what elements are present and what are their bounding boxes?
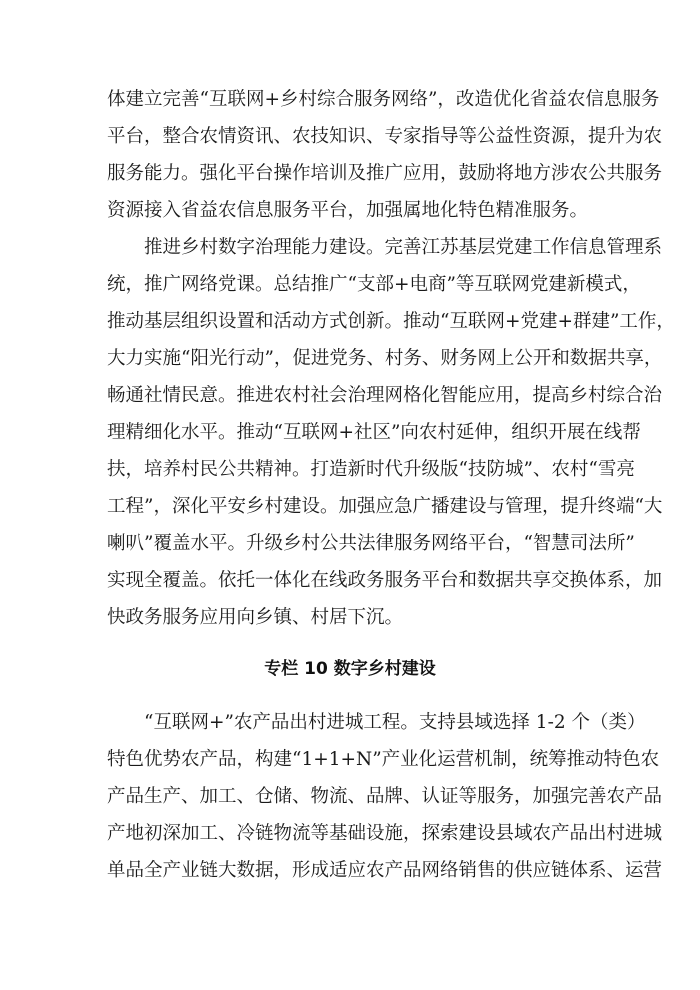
text-line: 实现全覆盖。依托一体化在线政务服务平台和数据共享交换体系，加 xyxy=(107,570,663,591)
text-line: 产地初深加工、冷链物流等基础设施，探索建设县域农产品出村进城 xyxy=(107,823,663,844)
text-line: 大力实施“阳光行动”，促进党务、村务、财务网上公开和数据共享， xyxy=(107,348,663,369)
text-line: 特色优势农产品，构建“1+1+N”产业化运营机制，统筹推动特色农 xyxy=(107,749,660,770)
text-line: 统，推广网络党课。总结推广“支部+电商”等互联网党建新模式， xyxy=(107,274,641,295)
text-line: 产品生产、加工、仓储、物流、品牌、认证等服务，加强完善农产品 xyxy=(107,786,663,807)
text-line: 工程”，深化平安乡村建设。加强应急广播建设与管理，提升终端“大 xyxy=(107,496,663,517)
text-line: 资源接入省益农信息服务平台，加强属地化特色精准服务。 xyxy=(107,200,589,221)
text-line: 推动基层组织设置和活动方式创新。推动“互联网+党建+群建”工作， xyxy=(107,311,675,332)
text-line: 喇叭”覆盖水平。升级乡村公共法律服务网络平台，“智慧司法所” xyxy=(107,533,635,554)
text-line: 体建立完善“互联网+乡村综合服务网络”，改造优化省益农信息服务 xyxy=(107,89,660,110)
text-line: 服务能力。强化平台操作培训及推广应用，鼓励将地方涉农公共服务 xyxy=(107,163,663,184)
text-line: 平台，整合农情资讯、农技知识、专家指导等公益性资源，提升为农 xyxy=(107,126,663,147)
column-heading: 专栏 10 数字乡村建设 xyxy=(264,659,436,679)
text-line: “互联网+”农产品出村进城工程。支持县域选择 1-2 个（类） xyxy=(144,712,646,733)
text-line: 推进乡村数字治理能力建设。完善江苏基层党建工作信息管理系 xyxy=(144,237,663,258)
text-line: 单品全产业链大数据，形成适应农产品网络销售的供应链体系、运营 xyxy=(107,860,663,881)
text-line: 扶，培养村民公共精神。打造新时代升级版“技防城”、农村“雪亮 xyxy=(107,459,635,480)
text-line: 畅通社情民意。推进农村社会治理网格化智能应用，提高乡村综合治 xyxy=(107,385,663,406)
text-line: 理精细化水平。推动“互联网+社区”向农村延伸，组织开展在线帮 xyxy=(107,422,641,443)
text-line: 快政务服务应用向乡镇、村居下沉。 xyxy=(107,607,404,628)
